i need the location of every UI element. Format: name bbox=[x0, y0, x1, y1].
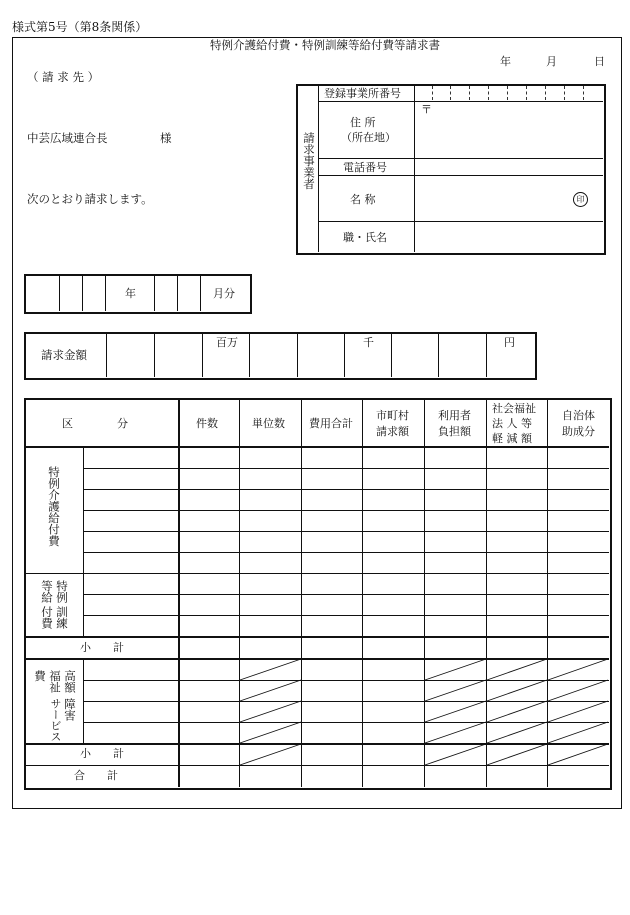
subtotal2-label: 小 計 bbox=[80, 747, 124, 760]
group1-label: 特例介護給付費 bbox=[47, 466, 61, 547]
request-text: 次のとおり請求します。 bbox=[27, 192, 153, 206]
amount-label: 請求金額 bbox=[41, 348, 87, 362]
form-id: 様式第5号（第8条関係） bbox=[12, 20, 148, 34]
header-local-1: 自治体 bbox=[562, 409, 595, 422]
header-category: 区 分 bbox=[62, 417, 128, 430]
postal-mark: 〒 bbox=[421, 103, 432, 116]
address-label: 住 所 bbox=[350, 116, 376, 129]
rep-label: 職・氏名 bbox=[343, 231, 387, 244]
name-label: 名 称 bbox=[350, 193, 376, 206]
group3-label-d: サービス bbox=[49, 698, 62, 742]
phone-label: 電話番号 bbox=[343, 161, 387, 174]
header-count: 件数 bbox=[196, 417, 218, 430]
group2-label-d: 付費 bbox=[40, 606, 54, 629]
unit-yen: 円 bbox=[504, 336, 515, 349]
business-side-label: 請求事業者 bbox=[302, 132, 316, 190]
unit-thousand: 千 bbox=[363, 336, 374, 349]
header-social-1: 社会福祉 bbox=[492, 402, 536, 415]
period-month-label: 月分 bbox=[213, 287, 235, 300]
group3-label-b: 障害 bbox=[63, 698, 77, 721]
recipient-honorific: 様 bbox=[160, 131, 172, 145]
header-units: 単位数 bbox=[252, 417, 285, 430]
unit-million: 百万 bbox=[216, 336, 238, 349]
header-social-3: 軽 減 額 bbox=[492, 432, 532, 445]
header-cost-total: 費用合計 bbox=[309, 417, 353, 430]
group2-label-c: 等給 bbox=[40, 580, 54, 603]
address-sub-label: （所在地） bbox=[341, 131, 396, 144]
header-user-2: 負担額 bbox=[438, 425, 471, 438]
recipient-name: 中芸広域連合長 bbox=[27, 131, 108, 145]
header-user-1: 利用者 bbox=[438, 409, 471, 422]
group2-label-b: 訓練 bbox=[55, 606, 69, 629]
recipient-label: （ 請 求 先 ） bbox=[27, 70, 100, 84]
header-local-2: 助成分 bbox=[562, 425, 595, 438]
total-label: 合 計 bbox=[74, 769, 118, 782]
header-social-2: 法 人 等 bbox=[492, 417, 532, 430]
group3-label-c: 福祉 bbox=[48, 670, 62, 693]
reg-number-label: 登録事業所番号 bbox=[324, 87, 401, 100]
period-year-label: 年 bbox=[125, 287, 136, 300]
subtotal-label: 小 計 bbox=[80, 641, 124, 654]
form-title: 特例介護給付費・特例訓練等給付費等請求書 bbox=[210, 38, 440, 52]
seal-icon: 印 bbox=[573, 192, 588, 207]
group3-label-a: 高額 bbox=[63, 670, 77, 693]
header-municipal-1: 市町村 bbox=[376, 409, 409, 422]
date-year-label: 年 bbox=[500, 55, 511, 68]
group2-label-a: 特例 bbox=[55, 580, 69, 603]
header-municipal-2: 請求額 bbox=[376, 425, 409, 438]
date-month-label: 月 bbox=[546, 55, 557, 68]
date-day-label: 日 bbox=[594, 55, 605, 68]
group3-label-e: 費 bbox=[33, 670, 47, 682]
